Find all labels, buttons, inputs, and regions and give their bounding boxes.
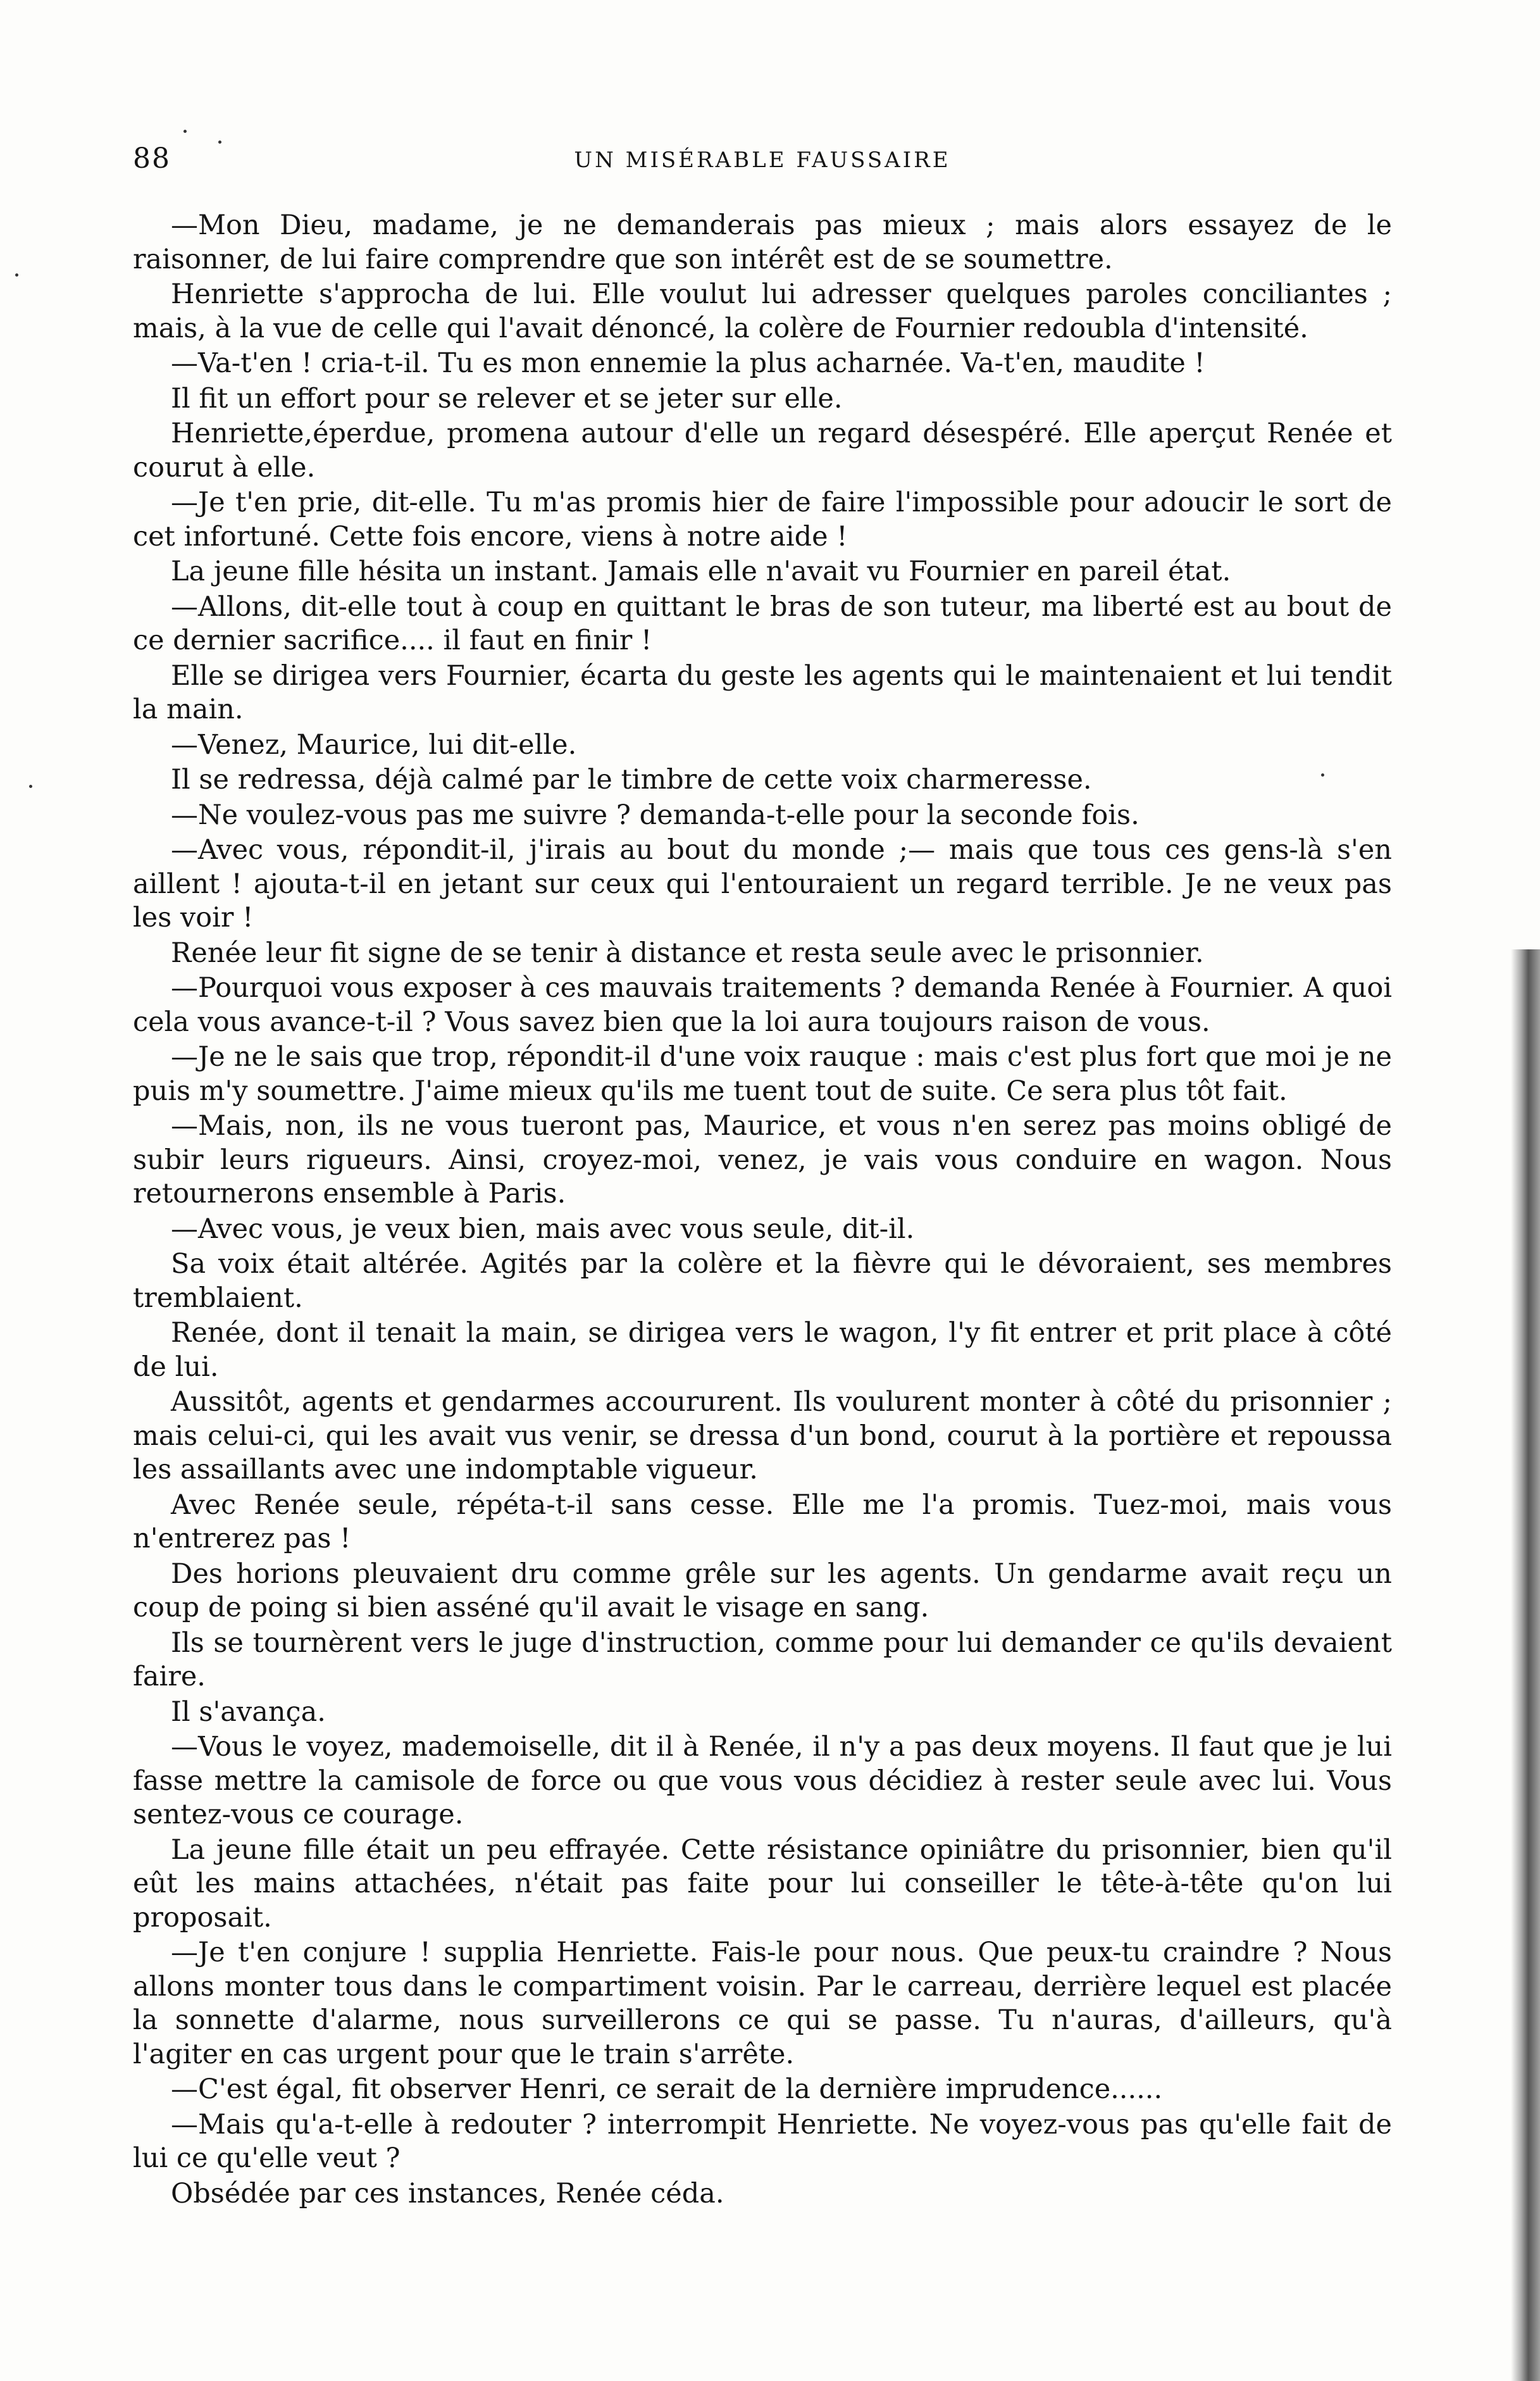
paragraph: —Ne voulez-vous pas me suivre ? demanda-t-elle pour la seconde fois. bbox=[171, 799, 1139, 831]
paragraph: —Venez, Maurice, lui dit-elle. bbox=[171, 728, 577, 761]
paragraph: Henriette,éperdue, promena autour d'elle un regard désespéré. Elle aperçut Renée et courut à elle. bbox=[133, 418, 1392, 484]
scan-speck bbox=[1321, 773, 1324, 777]
paragraph: La jeune fille était un peu effrayée. Cette résistance opiniâtre du prisonnier, bien qu'il eût les mains attachées, n'était pas faite pour lui conseiller le tête-à-tête qu'on lui proposait. bbox=[133, 1834, 1392, 1934]
paragraph: —Mon Dieu, madame, je ne demanderais pas mieux ; mais alors essayez de le raisonner, de lui faire comprendre que son intérêt est de se soumettre. bbox=[133, 209, 1392, 275]
page-number: 88 bbox=[133, 142, 171, 175]
paragraph: Elle se dirigea vers Fournier, écarta du geste les agents qui le maintenaient et lui tendit la main. bbox=[133, 659, 1392, 725]
paragraph: —Allons, dit-elle tout à coup en quittant le bras de son tuteur, ma liberté est au bout de ce dernier sacrifice.... il faut en finir ! bbox=[133, 591, 1392, 656]
paragraph: Sa voix était altérée. Agités par la colère et la fièvre qui le dévoraient, ses membres tremblaient. bbox=[133, 1248, 1392, 1314]
paragraph: —Pourquoi vous exposer à ces mauvais traitements ? demanda Renée à Fournier. A quoi cela vous avance-t-il ? Vous savez bien que la loi aura toujours raison de vous. bbox=[133, 972, 1392, 1038]
scan-speck bbox=[15, 273, 18, 277]
paragraph: Ils se tournèrent vers le juge d'instruction, comme pour lui demander ce qu'ils devaient faire. bbox=[133, 1627, 1392, 1692]
page-body bbox=[133, 209, 1392, 2212]
paragraph: Avec Renée seule, répéta-t-il sans cesse. Elle me l'a promis. Tuez-moi, mais vous n'entrerez pas ! bbox=[133, 1489, 1392, 1554]
paragraph: —C'est égal, fit observer Henri, ce serait de la dernière imprudence...... bbox=[171, 2073, 1163, 2105]
scan-edge-shadow bbox=[1511, 949, 1540, 2381]
paragraph: —Je t'en conjure ! supplia Henriette. Fais-le pour nous. Que peux-tu craindre ? Nous allons monter tous dans le compartiment voisin. Par le carreau, derrière lequel est placée la sonnette d'alarme, nous surveillerons ce qui se passe. Tu n'auras, d'ailleurs, qu'à l'agiter en cas urgent pour que le train s'arrête. bbox=[133, 1937, 1392, 2070]
paragraph: Renée, dont il tenait la main, se dirigea vers le wagon, l'y fit entrer et prit place à côté de lui. bbox=[133, 1317, 1392, 1383]
paragraph: Des horions pleuvaient dru comme grêle sur les agents. Un gendarme avait reçu un coup de poing si bien asséné qu'il avait le visage en sang. bbox=[133, 1558, 1392, 1623]
paragraph: La jeune fille hésita un instant. Jamais elle n'avait vu Fournier en pareil état. bbox=[171, 556, 1231, 587]
paragraph: Il s'avança. bbox=[171, 1696, 326, 1728]
paragraph: Renée leur fit signe de se tenir à distance et resta seule avec le prisonnier. bbox=[171, 937, 1204, 969]
scan-speck bbox=[183, 130, 187, 133]
paragraph: —Vous le voyez, mademoiselle, dit il à Renée, il n'y a pas deux moyens. Il faut que je lui fasse mettre la camisole de force ou que vous vous décidiez à rester seule avec lui. Vous sentez-vous ce courage. bbox=[133, 1731, 1392, 1830]
paragraph: Henriette s'approcha de lui. Elle voulut lui adresser quelques paroles conciliantes ; mais, à la vue de celle qui l'avait dénoncé, la colère de Fournier redoubla d'intensité. bbox=[133, 278, 1392, 344]
running-title: UN MISÉRABLE FAUSSAIRE bbox=[574, 147, 951, 173]
paragraph: —Va-t'en ! cria-t-il. Tu es mon ennemie la plus acharnée. Va-t'en, maudite ! bbox=[171, 347, 1205, 379]
scan-speck bbox=[218, 141, 221, 144]
paragraph: —Mais qu'a-t-elle à redouter ? interrompit Henriette. Ne voyez-vous pas qu'elle fait de lui ce qu'elle veut ? bbox=[133, 2108, 1392, 2174]
paragraph: —Avec vous, je veux bien, mais avec vous seule, dit-il. bbox=[171, 1213, 915, 1245]
paragraph: Aussitôt, agents et gendarmes accoururent. Ils voulurent monter à côté du prisonnier ; mais celui-ci, qui les avait vus venir, se dressa d'un bond, courut à la portière et repoussa les assaillants avec une indomptable vigueur. bbox=[133, 1386, 1392, 1485]
paragraph: —Avec vous, répondit-il, j'irais au bout du monde ;— mais que tous ces gens-là s'en aillent ! ajouta-t-il en jetant sur ceux qui l'entouraient un regard terrible. Je ne veux pas les voir ! bbox=[133, 834, 1392, 934]
paragraph: Obsédée par ces instances, Renée céda. bbox=[171, 2177, 724, 2209]
paragraph: Il fit un effort pour se relever et se jeter sur elle. bbox=[171, 382, 843, 415]
scan-speck bbox=[29, 785, 32, 788]
paragraph: —Je t'en prie, dit-elle. Tu m'as promis hier de faire l'impossible pour adoucir le sort de cet infortuné. Cette fois encore, viens à notre aide ! bbox=[133, 487, 1392, 553]
paragraph: —Je ne le sais que trop, répondit-il d'une voix rauque : mais c'est plus fort que moi je ne puis m'y soumettre. J'aime mieux qu'ils me tuent tout de suite. Ce sera plus tôt fait. bbox=[133, 1041, 1392, 1107]
page-header bbox=[133, 142, 1392, 180]
paragraph: Il se redressa, déjà calmé par le timbre de cette voix charmeresse. bbox=[171, 764, 1092, 796]
paragraph: —Mais, non, ils ne vous tueront pas, Maurice, et vous n'en serez pas moins obligé de subir leurs rigueurs. Ainsi, croyez-moi, venez, je vais vous conduire en wagon. Nous retournerons ensemble à Paris. bbox=[133, 1110, 1392, 1209]
